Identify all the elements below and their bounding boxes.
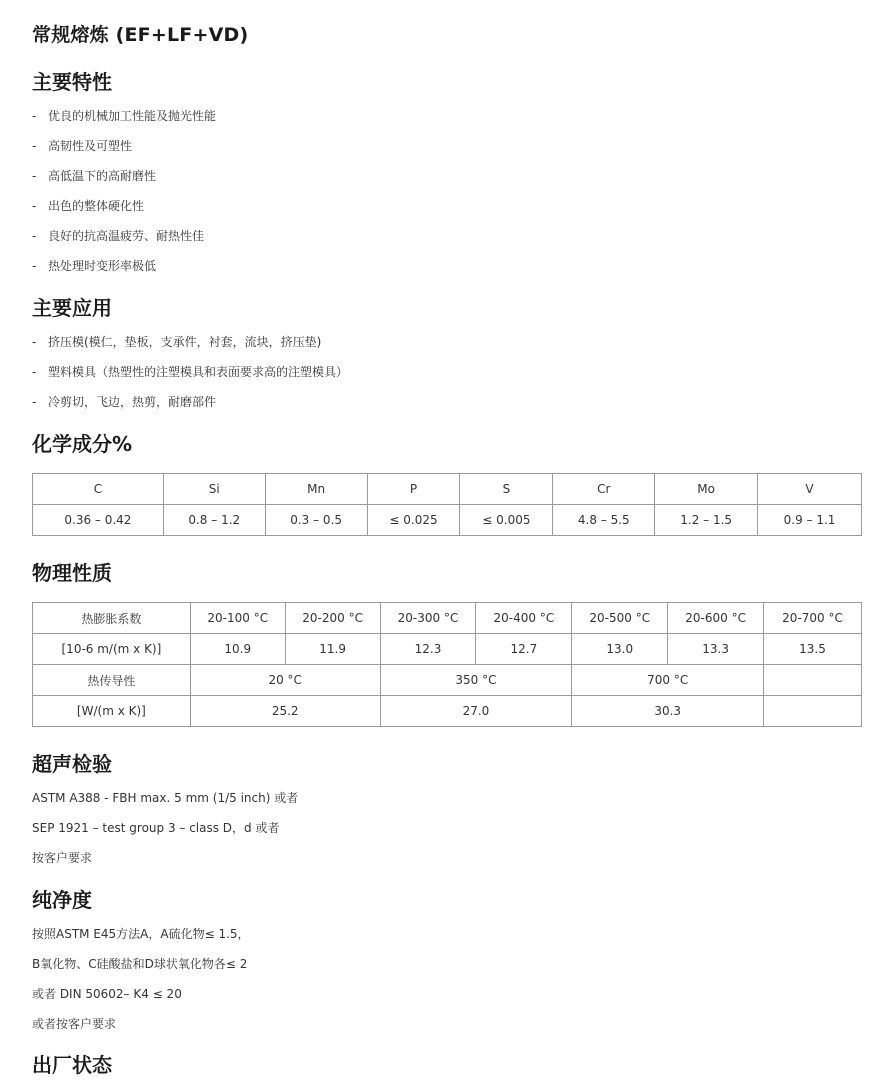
table-cell: ≤ 0.005 xyxy=(460,505,553,536)
table-cell: 20-400 °C xyxy=(476,603,572,634)
table-cell: 20-200 °C xyxy=(285,603,380,634)
purity-text xyxy=(32,926,250,1046)
chemistry-table xyxy=(32,473,862,536)
table-cell: P xyxy=(367,474,460,505)
table-row xyxy=(33,603,862,634)
table-cell: 12.3 xyxy=(380,634,476,665)
applications-heading: 主要应用 xyxy=(32,296,112,320)
table-cell: 13.3 xyxy=(668,634,764,665)
physical-heading: 物理性质 xyxy=(32,561,112,585)
list-item: - 优良的机械加工性能及抛光性能 xyxy=(32,109,217,123)
table-row xyxy=(33,505,862,536)
table-cell: Mo xyxy=(655,474,758,505)
list-item: - 热处理时变形率极低 xyxy=(32,259,157,273)
table-cell: V xyxy=(758,474,862,505)
paragraph-line: SEP 1921 – test group 3 – class D，d 或者 xyxy=(32,821,280,835)
table-cell: 11.9 xyxy=(285,634,380,665)
table-cell: ≤ 0.025 xyxy=(367,505,460,536)
features-list xyxy=(32,108,216,288)
list-item: - 高韧性及可塑性 xyxy=(32,139,133,153)
table-cell-empty xyxy=(764,665,862,696)
ultrasonic-heading: 超声检验 xyxy=(32,752,112,776)
table-cell: 30.3 xyxy=(572,696,764,727)
table-cell: 热膨胀系数 xyxy=(33,603,191,634)
page-title: 常规熔炼 (EF+LF+VD) xyxy=(32,24,249,46)
chemistry-heading: 化学成分% xyxy=(32,432,133,456)
table-cell: Mn xyxy=(265,474,367,505)
table-cell: 0.8 – 1.2 xyxy=(163,505,265,536)
table-cell: 0.9 – 1.1 xyxy=(758,505,862,536)
purity-heading: 纯净度 xyxy=(32,888,92,912)
table-row xyxy=(33,696,862,727)
table-cell-empty xyxy=(764,696,862,727)
table-cell: [W/(m x K)] xyxy=(33,696,191,727)
table-cell: 20-300 °C xyxy=(380,603,476,634)
table-cell: 20-600 °C xyxy=(668,603,764,634)
table-row xyxy=(33,634,862,665)
table-cell: 700 °C xyxy=(572,665,764,696)
paragraph-line: 按照ASTM E45方法A，A硫化物≤ 1.5， xyxy=(32,927,250,941)
delivery-heading: 出厂状态 xyxy=(32,1053,112,1077)
table-cell: 25.2 xyxy=(190,696,380,727)
table-row xyxy=(33,665,862,696)
physical-table xyxy=(32,602,862,727)
table-cell: 20 °C xyxy=(190,665,380,696)
paragraph-line: 或者按客户要求 xyxy=(32,1017,117,1031)
table-cell: 1.2 – 1.5 xyxy=(655,505,758,536)
table-cell: 0.36 – 0.42 xyxy=(33,505,164,536)
list-item: - 塑料模具（热塑性的注塑模具和表面要求高的注塑模具） xyxy=(32,365,349,379)
table-cell: Si xyxy=(163,474,265,505)
list-item: - 冷剪切，飞边，热剪，耐磨部件 xyxy=(32,395,217,409)
paragraph-line: ASTM A388 - FBH max. 5 mm (1/5 inch) 或者 xyxy=(32,791,299,805)
table-cell: 热传导性 xyxy=(33,665,191,696)
table-header-row xyxy=(33,474,862,505)
table-cell: 4.8 – 5.5 xyxy=(553,505,655,536)
table-cell: 0.3 – 0.5 xyxy=(265,505,367,536)
table-cell: 10.9 xyxy=(190,634,285,665)
list-item: - 出色的整体硬化性 xyxy=(32,199,145,213)
paragraph-line: B氧化物、C硅酸盐和D球状氧化物各≤ 2 xyxy=(32,957,248,971)
table-cell: 20-500 °C xyxy=(572,603,668,634)
applications-list xyxy=(32,334,348,424)
table-cell: C xyxy=(33,474,164,505)
table-cell: 20-100 °C xyxy=(190,603,285,634)
list-item: - 高低温下的高耐磨性 xyxy=(32,169,157,183)
features-heading: 主要特性 xyxy=(32,70,112,94)
table-cell: [10-6 m/(m x K)] xyxy=(33,634,191,665)
table-cell: 13.0 xyxy=(572,634,668,665)
table-cell: Cr xyxy=(553,474,655,505)
table-cell: 12.7 xyxy=(476,634,572,665)
paragraph-line: 或者 DIN 50602– K4 ≤ 20 xyxy=(32,987,182,1001)
table-cell: 350 °C xyxy=(380,665,572,696)
table-cell: 27.0 xyxy=(380,696,572,727)
paragraph-line: 按客户要求 xyxy=(32,851,93,865)
list-item: - 挤压模(模仁，垫板，支承件，衬套，流块，挤压垫) xyxy=(32,335,322,349)
list-item: - 良好的抗高温疲劳、耐热性佳 xyxy=(32,229,205,243)
table-cell: 20-700 °C xyxy=(764,603,862,634)
ultrasonic-text xyxy=(32,790,298,880)
table-cell: 13.5 xyxy=(764,634,862,665)
table-cell: S xyxy=(460,474,553,505)
